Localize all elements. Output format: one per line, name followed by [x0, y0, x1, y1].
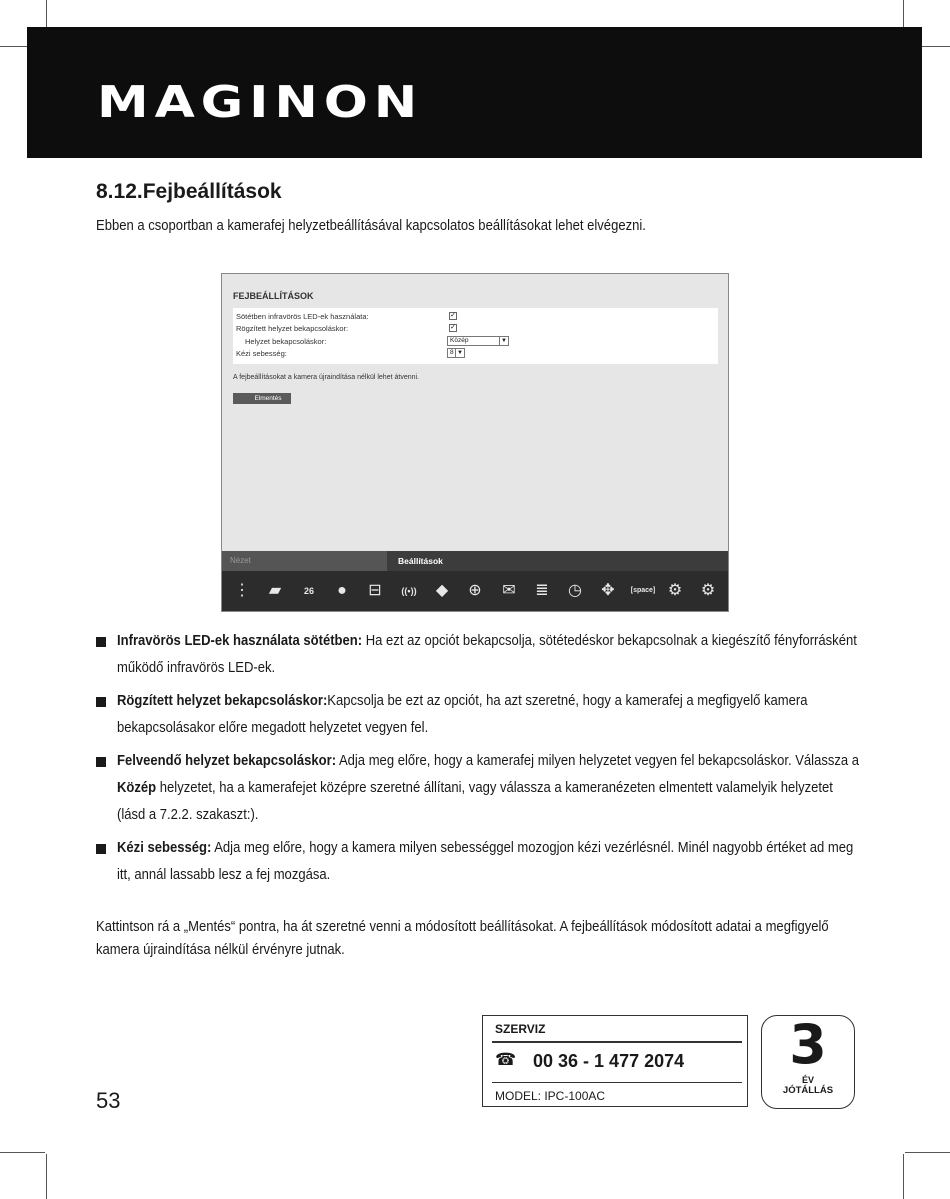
service-box: [482, 1015, 748, 1107]
ir-led-checkbox[interactable]: ✓: [450, 312, 456, 319]
settings-screenshot: [221, 273, 729, 612]
bullet-desc: Adja meg előre, hogy a kamera milyen sebességgel mozogjon kézi vezérlésnél. Minél nagyobb értéket ad meg itt, annál lassabb lesz a fej mozgása.: [117, 840, 854, 883]
camera-icon[interactable]: ▰: [268, 582, 282, 599]
bullet-desc: Kapcsolja be ezt az opciót, ha azt szeretné, hogy a kamerafej a megfigyelő kamera bekapcsolásakor előre megadott helyzetet vegyen fel.: [117, 693, 808, 736]
feature-list: [96, 628, 866, 895]
service-label: SZERVIZ: [495, 1022, 546, 1036]
warranty-unit: ÉV: [801, 1075, 814, 1085]
bullet-square-icon: [96, 697, 106, 707]
bullet-square-icon: [96, 844, 106, 854]
list-item: [96, 628, 866, 682]
header-band: [27, 27, 922, 158]
manual-speed-value: 8: [450, 349, 454, 356]
manual-speed-label: Kézi sebesség:: [236, 349, 287, 358]
bullet-desc: Ha ezt az opciót bekapcsolja, sötétedéskor bekapcsolnak a kiegészítő fényforrásként működő infravörös LED-ek.: [117, 633, 857, 676]
gear-arrow-right-icon[interactable]: ⚙: [700, 582, 716, 599]
startup-position-label: Helyzet bekapcsoláskor:: [245, 337, 327, 346]
warranty-badge: [761, 1015, 855, 1109]
tab-settings[interactable]: Beállítások: [398, 556, 443, 566]
section-title: 8.12.Fejbeállítások: [96, 180, 282, 203]
chevron-down-icon: ▼: [455, 349, 464, 357]
bullet-term: Rögzített helyzet bekapcsoláskor:: [117, 693, 328, 709]
gear-arrow-icon[interactable]: ⚙: [667, 582, 683, 599]
list-item: [96, 835, 866, 889]
divider: [492, 1082, 742, 1083]
bullet-term: Kézi sebesség:: [117, 840, 212, 856]
user-icon[interactable]: ●: [337, 582, 347, 599]
space-key-icon[interactable]: [626, 577, 660, 605]
service-model: MODEL: IPC-100AC: [495, 1089, 606, 1103]
fixed-position-label: Rögzített helyzet bekapcsoláskor:: [236, 324, 349, 333]
ptz-arrows-icon[interactable]: ✥: [601, 582, 615, 599]
startup-position-select[interactable]: [447, 336, 509, 346]
phone-icon: ☎: [495, 1050, 517, 1069]
restart-note: A fejbeállításokat a kamera újraindítása nélkül lehet átvenni.: [233, 374, 420, 381]
space-key-label: [space]: [630, 587, 656, 594]
divider: [492, 1041, 742, 1043]
calendar-icon[interactable]: [295, 577, 323, 605]
panel-title: FEJBEÁLLÍTÁSOK: [233, 291, 314, 301]
brand-logo: MAGINON: [97, 77, 424, 128]
service-phone: 00 36 - 1 477 2074: [533, 1051, 685, 1071]
bullet-square-icon: [96, 637, 106, 647]
traffic-light-icon[interactable]: ⋮: [234, 582, 250, 599]
crop-mark: [0, 1152, 45, 1153]
ir-led-label: Sötétben infravörös LED-ek használata:: [236, 312, 369, 321]
save-button[interactable]: Elmentés: [233, 393, 291, 404]
wireless-icon[interactable]: ((•)): [401, 586, 417, 596]
bullet-desc: Adja meg előre, hogy a kamerafej milyen helyzetet vegyen fel bekapcsoláskor. Válassza a: [336, 753, 860, 769]
bullet-term: Felveendő helyzet bekapcsoláskor:: [117, 753, 337, 769]
bullet-square-icon: [96, 757, 106, 767]
warranty-years: 3: [789, 1013, 827, 1076]
tab-bar: [222, 551, 728, 571]
crop-mark: [46, 1154, 47, 1199]
browser-globe-icon[interactable]: ⊕: [468, 582, 482, 599]
network-icon[interactable]: ⊟: [368, 582, 382, 599]
warranty-label: JÓTÁLLÁS: [782, 1085, 834, 1096]
calendar-day: 26: [303, 586, 314, 596]
closing-paragraph: Kattintson rá a „Mentés“ pontra, ha át szeretné venni a módosított beállításokat. A fejbeállítások módosított adatai a megfigyelő kamera újraindítása nélkül érvényre jutnak.: [96, 919, 829, 958]
startup-position-value: Közép: [450, 337, 469, 344]
crop-mark: [903, 1154, 904, 1199]
list-icon[interactable]: ≣: [535, 582, 549, 599]
crop-mark: [905, 1152, 950, 1153]
bullet-desc-cont: helyzetet, ha a kamerafejet középre szeretné állítani, vagy válassza a kameranézeten elmentett valamelyik helyzetet (lásd a 7.2.2. szakaszt:).: [117, 780, 833, 823]
tab-view[interactable]: Nézet: [222, 551, 387, 571]
mail-icon[interactable]: ✉: [502, 582, 516, 599]
alarm-clock-icon[interactable]: ◷: [568, 582, 582, 599]
shield-icon[interactable]: ◆: [435, 582, 449, 599]
bullet-term: Infravörös LED-ek használata sötétben:: [117, 633, 363, 649]
manual-speed-select[interactable]: [447, 348, 465, 358]
list-item: [96, 688, 866, 742]
bullet-term-inline: Közép: [117, 780, 157, 796]
settings-form: [233, 308, 718, 364]
section-intro: Ebben a csoportban a kamerafej helyzetbeállításával kapcsolatos beállításokat lehet elvégezni.: [96, 218, 646, 234]
settings-icon-bar: [222, 571, 728, 612]
chevron-down-icon: ▼: [499, 337, 508, 345]
list-item: [96, 748, 866, 829]
page-number: 53: [96, 1088, 121, 1113]
fixed-position-checkbox[interactable]: ✓: [450, 324, 456, 331]
